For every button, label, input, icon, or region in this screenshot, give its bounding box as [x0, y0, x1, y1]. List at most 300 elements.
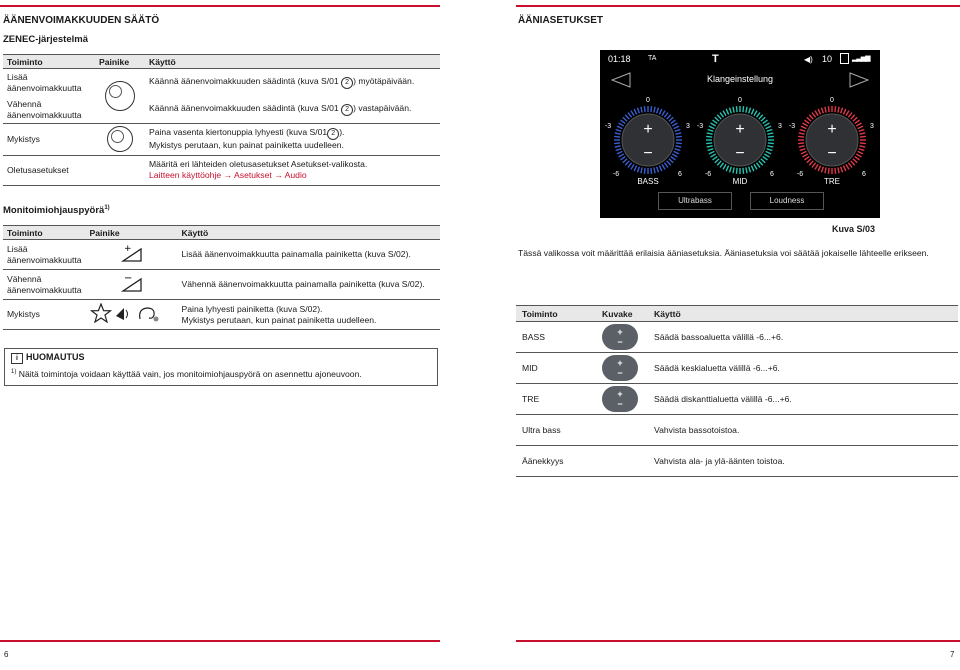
button-cell — [86, 270, 178, 300]
knob-tick — [637, 167, 639, 173]
knob-tick — [751, 109, 753, 114]
knob-tick — [625, 161, 629, 165]
knob-tick — [674, 151, 679, 153]
use-text: Määritä eri lähteiden oletusasetukset Asetukset-valikosta. — [149, 159, 368, 169]
screen-volume: 10 — [822, 54, 833, 64]
knob-tick — [709, 126, 714, 128]
knob-right-label: 3 — [686, 123, 690, 130]
knob-tick — [675, 129, 681, 131]
knob-tick — [707, 146, 713, 147]
knob-minus-icon: − — [643, 145, 653, 162]
knob-tick — [801, 151, 806, 153]
knob-tick — [616, 129, 622, 131]
knob-tick — [759, 161, 763, 165]
header-toiminto: Toiminto — [3, 55, 95, 69]
loudness-button[interactable]: Loudness — [750, 192, 824, 210]
header-kaytto: Käyttö — [648, 306, 958, 322]
knob-tick — [675, 146, 681, 147]
knob-tick — [717, 161, 721, 165]
knob-tick — [631, 111, 634, 116]
knob-tick — [746, 167, 747, 173]
table-row — [3, 123, 440, 155]
knob-tick — [754, 111, 757, 116]
knob-tick — [800, 149, 806, 151]
knob-tick — [675, 149, 681, 151]
knob-tick — [841, 108, 843, 114]
table-row — [516, 415, 958, 446]
intro-text: Tässä valikossa voit määrittää erilaisia ääniasetuksia. Ääniasetuksia voi säätää jokaiselle lähteelle erikseen. — [518, 248, 929, 258]
knob-tick — [851, 115, 855, 119]
icon-cell — [596, 415, 648, 446]
knob-tick — [800, 129, 806, 131]
svg-text:−: − — [123, 273, 132, 284]
info-icon: i — [11, 353, 23, 364]
knob-tick — [859, 129, 865, 131]
header-kaytto: Käyttö — [178, 226, 440, 240]
knob-tick — [709, 151, 714, 153]
knob-tick — [623, 117, 627, 121]
use-cell — [145, 69, 440, 97]
use-cell: Vähennä äänenvoimakkuutta painamalla painiketta (kuva S/02). — [178, 270, 440, 300]
knob-right-label: 3 — [778, 123, 782, 130]
knob-min-label: -6 — [612, 171, 620, 178]
knob-tick — [675, 133, 681, 134]
signal-icon: ▂▃▅▆ — [852, 55, 870, 62]
knob-tick — [749, 108, 751, 114]
table-header — [3, 226, 440, 240]
footnote-marker: 1) — [11, 369, 17, 376]
knob-tick — [614, 143, 620, 144]
callout-number-icon: 2 — [327, 128, 339, 140]
steering-wheel-table — [3, 225, 440, 330]
table-row — [3, 69, 440, 97]
use-cell — [178, 300, 440, 330]
knob-minus-icon: − — [827, 145, 837, 162]
header-toiminto: Toiminto — [3, 226, 86, 240]
header-rule-right — [516, 5, 960, 7]
note-title — [11, 352, 85, 364]
knob-tick — [812, 163, 816, 168]
knob-tick — [723, 111, 726, 116]
knob-tick — [667, 115, 671, 119]
knob-tick — [859, 146, 865, 147]
use-cell — [145, 123, 440, 155]
knob-tick — [706, 136, 712, 137]
subsection-title-zenec: ZENEC-järjestelmä — [3, 34, 89, 45]
use-text: Paina lyhyesti painiketta (kuva S/02). — [181, 303, 323, 314]
sound-table — [516, 305, 958, 477]
knob-tick — [736, 168, 737, 174]
knob-tick — [843, 109, 845, 114]
knob-tick — [855, 120, 860, 124]
button-cell — [86, 240, 178, 270]
use-cell — [145, 97, 440, 124]
knob-tick — [764, 123, 769, 126]
knob-tick — [815, 111, 818, 116]
use-cell: Säädä keskialuetta välillä -6...+6. — [648, 353, 958, 384]
volume-speaker-icon: ◀) — [804, 55, 813, 64]
knob-tick — [807, 159, 811, 163]
table-row — [3, 155, 440, 185]
action-cell: Mykistys — [3, 300, 86, 330]
knob-tick — [708, 129, 714, 131]
button-cell — [86, 300, 178, 330]
knob-tick — [743, 168, 744, 174]
knob-tick — [664, 163, 668, 168]
screen-ta: TA — [648, 55, 657, 62]
knob-tick — [848, 112, 852, 117]
use-text: ) myötäpäivään. — [353, 76, 415, 87]
knob-tick — [818, 166, 820, 171]
knob-tick — [843, 166, 845, 171]
forward-arrow-icon[interactable] — [848, 72, 870, 90]
knob-tick — [726, 166, 728, 171]
sound-settings-screen — [600, 50, 880, 218]
button-cell — [95, 69, 145, 124]
knob-tick — [858, 126, 863, 128]
header-rule-left — [0, 5, 440, 7]
table-row — [3, 97, 440, 124]
knob-tick — [625, 115, 629, 119]
knob-tick — [628, 163, 632, 168]
knob-tick — [617, 126, 622, 128]
knob-tick — [767, 133, 773, 134]
knob-max-label: 6 — [678, 171, 682, 178]
knob-tick — [662, 111, 665, 116]
knob-tick — [664, 112, 668, 117]
knob-tick — [641, 167, 642, 173]
knob-minus-icon: − — [735, 145, 745, 162]
knob-tick — [676, 136, 682, 137]
knob-tick — [615, 133, 621, 134]
knob-tick — [672, 123, 677, 126]
action-cell: Vähennä äänenvoimakkuutta — [3, 270, 86, 300]
header-kuvake: Kuvake — [596, 306, 648, 322]
knob-tick — [654, 167, 655, 173]
knob-tick — [631, 164, 634, 169]
knob-tick — [751, 166, 753, 171]
action-cell: Mykistys — [3, 123, 95, 155]
voice-icon — [136, 303, 162, 323]
knob-tick — [798, 136, 804, 137]
knob-tick — [746, 107, 747, 113]
knob-tick — [851, 161, 855, 165]
icon-cell — [596, 353, 648, 384]
knob-plus-icon: + — [827, 121, 837, 138]
knob-tick — [756, 163, 760, 168]
knob-tick — [821, 167, 823, 173]
screen-title: Klangeinstellung — [706, 74, 774, 84]
knob-tick — [799, 133, 805, 134]
knob-tick — [749, 167, 751, 173]
rotary-knob-icon — [105, 81, 135, 111]
rotary-knob-icon — [107, 126, 133, 152]
star-icon — [90, 303, 112, 323]
use-cell: Vahvista ala- ja ylä-äänten toistoa. — [648, 446, 958, 477]
knob-tick — [662, 164, 665, 169]
table-row — [516, 322, 958, 353]
use-text: ) vastapäivään. — [353, 103, 412, 113]
knob-tick — [761, 159, 765, 163]
page-number-left: 6 — [4, 650, 9, 659]
knob-tick — [657, 108, 659, 114]
knob-tick — [659, 109, 661, 114]
header-kaytto: Käyttö — [145, 55, 440, 69]
knob-tick — [841, 167, 843, 173]
knob-left-label: -3 — [696, 123, 704, 130]
use-text: Käännä äänenvoimakkuuden säädintä (kuva S/01 — [149, 76, 342, 87]
knob-tick — [637, 108, 639, 114]
knob-tick — [763, 156, 768, 160]
svg-text:+: + — [123, 244, 132, 254]
knob-tick — [620, 156, 625, 160]
table-row — [3, 240, 440, 270]
knob-tick — [809, 115, 813, 119]
knob-tick — [835, 168, 836, 174]
callout-number-icon: 2 — [341, 77, 353, 89]
action-cell: TRE — [516, 384, 596, 415]
use-cell — [145, 155, 440, 185]
phone-battery-icon — [840, 53, 849, 64]
knob-tick — [726, 109, 728, 114]
knob-tick — [651, 106, 652, 112]
knob-right-label: 3 — [870, 123, 874, 130]
knob-tick — [707, 133, 713, 134]
ultrabass-button[interactable]: Ultrabass — [658, 192, 732, 210]
knob-tick — [761, 117, 765, 121]
knob-tick — [767, 149, 773, 151]
knob-tick — [644, 168, 645, 174]
use-cell: Vahvista bassotoistoa. — [648, 415, 958, 446]
use-text: ). — [339, 127, 345, 137]
knob-tick — [634, 166, 636, 171]
action-cell: Vähennä äänenvoimakkuutta — [7, 98, 82, 120]
knob-tick — [619, 154, 624, 157]
knob-tick — [756, 112, 760, 117]
knob-tick — [712, 120, 717, 124]
knob-tick — [764, 154, 769, 157]
knob-tick — [674, 126, 679, 128]
knob-tick — [759, 115, 763, 119]
knob-tick — [616, 149, 622, 151]
knob-tick — [729, 167, 731, 173]
knob-tick — [733, 167, 734, 173]
knob-tick — [856, 123, 861, 126]
knob-tick — [804, 120, 809, 124]
knob-tick — [720, 163, 724, 168]
page-number-right: 7 — [950, 650, 955, 659]
knob-tick — [815, 164, 818, 169]
knob-tick — [620, 120, 625, 124]
knob-name-label: MID — [732, 177, 748, 186]
knob-tick — [619, 123, 624, 126]
knob-tick — [708, 149, 714, 151]
plus-minus-pill-icon: + − — [602, 386, 638, 412]
volume-down-icon — [119, 273, 145, 293]
knob-tick — [729, 108, 731, 114]
knob-top-label: 0 — [646, 97, 650, 104]
mute-speaker-icon — [114, 303, 134, 323]
knob-tick — [821, 108, 823, 114]
icon-cell — [596, 384, 648, 415]
knob-tick — [706, 143, 712, 144]
knob-tick — [736, 106, 737, 112]
knob-tick — [614, 136, 620, 137]
knob-plus-icon: + — [643, 121, 653, 138]
knob-tick — [754, 164, 757, 169]
knob-tick — [723, 164, 726, 169]
knob-tick — [846, 111, 849, 116]
knob-tick — [848, 163, 852, 168]
use-text: Mykistys perutaan, kun painat painiketta uudelleen. — [149, 140, 344, 150]
figure-caption: Kuva S/03 — [832, 224, 876, 234]
knob-tick — [860, 136, 866, 137]
action-cell: Ultra bass — [516, 415, 596, 446]
knob-tick — [711, 154, 716, 157]
action-cell: BASS — [516, 322, 596, 353]
icon-cell — [596, 322, 648, 353]
use-text: Paina vasenta kiertonuppia lyhyesti (kuva S/01 — [149, 127, 328, 137]
use-cell: Säädä diskanttialuetta välillä -6...+6. — [648, 384, 958, 415]
section-title-volume: ÄÄNENVOIMAKKUUDEN SÄÄTÖ — [3, 15, 160, 26]
knob-tick — [825, 167, 826, 173]
knob-min-label: -6 — [704, 171, 712, 178]
knob-tick — [856, 154, 861, 157]
subsection-title-steering-wheel — [3, 205, 110, 216]
knob-name-label: BASS — [637, 177, 659, 186]
knob-tick — [853, 159, 857, 163]
knob-plus-icon: + — [735, 121, 745, 138]
use-text: Käännä äänenvoimakkuuden säädintä (kuva S/01 — [149, 103, 342, 113]
knob-tick — [615, 146, 621, 147]
header-painike: Painike — [86, 226, 178, 240]
knob-tick — [672, 154, 677, 157]
button-cell — [95, 155, 145, 185]
plus-minus-pill-icon: + − — [602, 324, 638, 350]
tone-icon: T — [712, 53, 719, 65]
knob-tick — [644, 106, 645, 112]
knob-tick — [766, 151, 771, 153]
knob-tick — [654, 107, 655, 113]
action-cell: Oletusasetukset — [3, 155, 95, 185]
action-cell: Äänekkyys — [516, 446, 596, 477]
knob-tick — [715, 159, 719, 163]
table-header — [3, 55, 440, 69]
action-cell: Lisää äänenvoimakkuutta — [7, 243, 82, 265]
table-header — [516, 306, 958, 322]
knob-tick — [818, 109, 820, 114]
note-title-text: HUOMAUTUS — [26, 352, 85, 362]
footnote-marker: 1) — [104, 205, 110, 211]
knob-tick — [828, 106, 829, 112]
note-body: Näitä toimintoja voidaan käyttää vain, jos monitoimiohjauspyörä on asennettu ajoneuvoon. — [18, 369, 362, 379]
knob-tick — [623, 159, 627, 163]
subsection-title-text: Monitoimiohjauspyörä — [3, 205, 105, 217]
table-row — [3, 300, 440, 330]
use-text: Mykistys perutaan, kun painat painiketta uudelleen. — [181, 314, 377, 325]
callout-number-icon: 2 — [341, 104, 353, 116]
knob-tick — [838, 167, 839, 173]
knob-tick — [671, 120, 676, 124]
knob-tick — [860, 143, 866, 144]
screen-time: 01:18 — [608, 54, 631, 64]
knob-tick — [659, 166, 661, 171]
knob-tick — [720, 112, 724, 117]
knob-tick — [634, 109, 636, 114]
knob-name-label: TRE — [824, 177, 840, 186]
section-title-sound: ÄÄNIASETUKSET — [518, 15, 604, 26]
knob-tick — [835, 106, 836, 112]
knob-tick — [667, 161, 671, 165]
knob-tick — [712, 156, 717, 160]
knob-tick — [812, 112, 816, 117]
knob-tick — [768, 143, 774, 144]
knob-tick — [669, 117, 673, 121]
knob-tick — [853, 117, 857, 121]
volume-up-icon — [119, 243, 145, 263]
knob-tick — [671, 156, 676, 160]
knob-left-label: -3 — [604, 123, 612, 130]
knob-tick — [846, 164, 849, 169]
knob-top-label: 0 — [738, 97, 742, 104]
knob-max-label: 6 — [862, 171, 866, 178]
action-cell: MID — [516, 353, 596, 384]
back-arrow-icon[interactable] — [610, 72, 632, 90]
footer-rule-left — [0, 640, 440, 642]
note-text — [11, 369, 362, 379]
knob-tick — [825, 107, 826, 113]
use-cell: Säädä bassoaluetta välillä -6...+6. — [648, 322, 958, 353]
knob-tick — [768, 136, 774, 137]
knob-min-label: -6 — [796, 171, 804, 178]
knob-tick — [855, 156, 860, 160]
knob-tick — [838, 107, 839, 113]
knob-tick — [799, 146, 805, 147]
icon-cell — [596, 446, 648, 477]
knob-tick — [657, 167, 659, 173]
table-row — [3, 270, 440, 300]
knob-tick — [798, 143, 804, 144]
knob-left-label: -3 — [788, 123, 796, 130]
knob-max-label: 6 — [770, 171, 774, 178]
knob-tick — [676, 143, 682, 144]
table-row — [516, 353, 958, 384]
knob-tick — [743, 106, 744, 112]
knob-tick — [766, 126, 771, 128]
footer-rule-right — [516, 640, 960, 642]
knob-tick — [628, 112, 632, 117]
knob-tick — [617, 151, 622, 153]
zenec-table — [3, 54, 440, 186]
knob-tick — [859, 149, 865, 151]
knob-tick — [717, 115, 721, 119]
knob-tick — [828, 168, 829, 174]
use-cell: Lisää äänenvoimakkuutta painamalla painiketta (kuva S/02). — [181, 249, 411, 259]
header-painike: Painike — [95, 55, 145, 69]
knob-tick — [669, 159, 673, 163]
knob-tick — [651, 168, 652, 174]
note-box — [4, 348, 438, 386]
button-cell — [95, 123, 145, 155]
manual-link[interactable]: Laitteen käyttöohje → Asetukset → Audio — [149, 170, 307, 180]
header-toiminto: Toiminto — [516, 306, 596, 322]
knob-top-label: 0 — [830, 97, 834, 104]
knob-tick — [807, 117, 811, 121]
knob-tick — [733, 107, 734, 113]
knob-tick — [711, 123, 716, 126]
knob-tick — [767, 146, 773, 147]
knob-tick — [803, 123, 808, 126]
